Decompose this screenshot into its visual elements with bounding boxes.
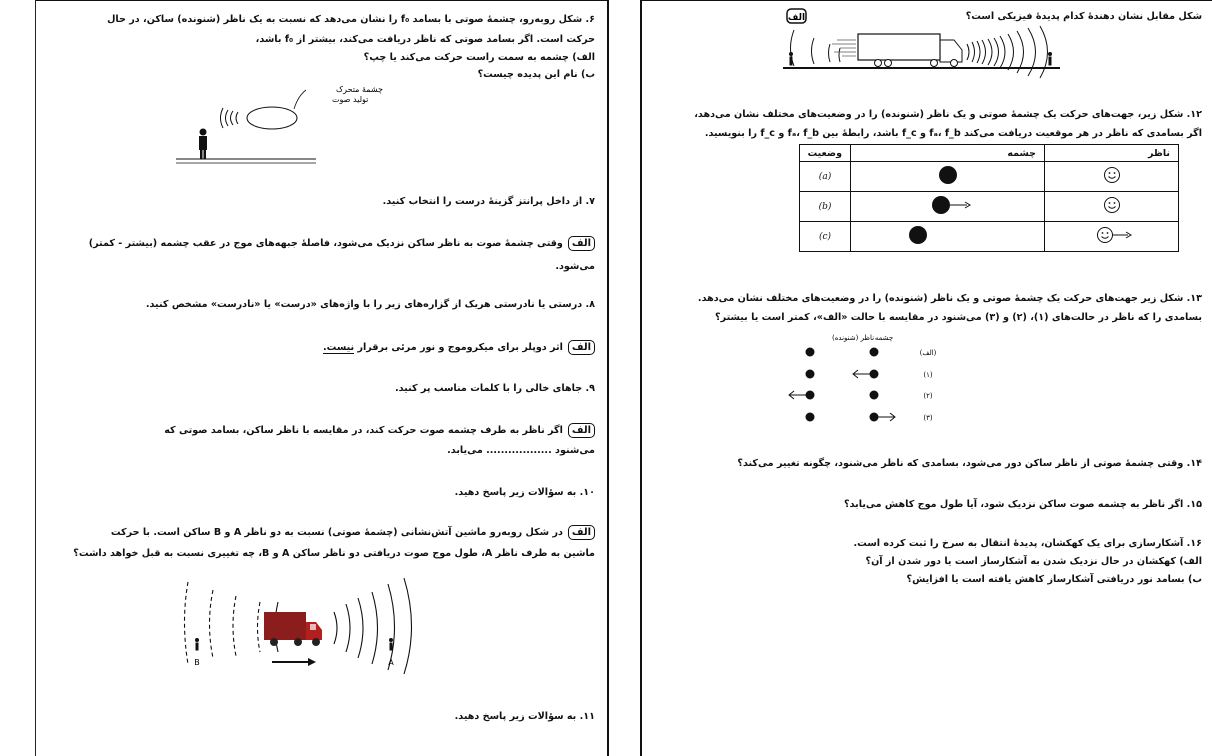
right-page [640, 0, 1212, 756]
table-row [800, 192, 1179, 222]
q9-line2: می‌شنود .................. می‌یابد. [447, 445, 595, 456]
q10-line1-text: در شکل روبه‌رو ماشین آتش‌نشانی (چشمهٔ صوتی) نسبت به دو ناظر A و B ساکن است. با حرکت [110, 527, 563, 538]
q13-state-2: (۲) [923, 392, 933, 400]
fire-truck [264, 612, 322, 646]
q9-title: ۹. جاهای خالی را با کلمات مناسب پر کنید. [394, 383, 595, 394]
q6-line2: حرکت است. اگر بسامد صوتی که ناظر دریافت می‌کند، بیشتر از f₀ باشد، [255, 34, 595, 45]
top-box: الف [787, 13, 806, 23]
q13-col-source: چشمه [874, 334, 894, 342]
truck-body [832, 34, 962, 62]
q14: ۱۴. وقتی چشمهٔ صوتی از ناظر ساکن دور می‌شود، بسامدی که ناظر می‌شنود، چگونه تغییر می‌کند؟ [737, 458, 1202, 469]
row-state-a: (a) [800, 162, 851, 192]
q12-line2: اگر بسامدی که ناظر در هر موقعیت دریافت می‌کند fₐ، f_b و f_c باشد، رابطهٔ بین fₐ، f_b و f_c را بنویسید. [704, 128, 1202, 139]
wavefronts-left [185, 582, 261, 664]
q15: ۱۵. اگر ناظر به چشمه صوت ساکن نزدیک شود، آیا طول موج کاهش می‌یابد؟ [844, 499, 1202, 510]
q8-box: الف [568, 340, 595, 355]
q16-part-b: ب) بسامد نور دریافتی آشکارساز کاهش یافته است یا افزایش؟ [906, 574, 1202, 585]
q13-state-3: (۳) [923, 414, 933, 422]
q8-title: ۸. درستی یا نادرستی هریک از گزاره‌های زیر را با واژه‌های «درست» یا «نادرست» مشخص کنید. [145, 299, 595, 310]
q8-underlined: نیست. [323, 342, 355, 353]
q10-title: ۱۰. به سؤالات زیر پاسخ دهید. [454, 487, 595, 498]
label-a: A [388, 658, 394, 667]
top-truck-figure [642, 8, 1212, 78]
th-source: چشمه [851, 145, 1045, 162]
observer-a [389, 638, 393, 651]
truck-observer-left [789, 52, 793, 66]
table-row [800, 162, 1179, 192]
source-dot-icon [903, 224, 933, 246]
q7-line1-text: وقتی چشمهٔ صوت به ناظر ساکن نزدیک می‌شود، فاصلهٔ جبهه‌های موج در عقب چشمه (بیشتر - کمتر) [88, 238, 563, 249]
q12-table [799, 144, 1179, 252]
truck-observer-right [1048, 52, 1052, 66]
q8-item [323, 337, 595, 358]
q9-line1 [164, 420, 595, 441]
th-observer: ناظر [1045, 145, 1179, 162]
q13-row-1 [806, 370, 933, 380]
q7-title: ۷. از داخل پرانتز گزینهٔ درست را انتخاب کنید. [382, 196, 595, 207]
q6-doppler-figure [36, 80, 607, 170]
q9-line1-text: اگر ناظر به طرف چشمه صوت حرکت کند، در مقایسه با ناظر ساکن، بسامد صوتی که [164, 425, 563, 436]
q13-state-1: (۱) [923, 371, 933, 379]
th-state: وضعیت [800, 145, 851, 162]
q13-line1: ۱۳. شکل زیر جهت‌های حرکت یک چشمهٔ صوتی و یک ناظر (شنونده) را در وضعیت‌های مختلف نشان می‌دهد. [697, 293, 1202, 304]
q10-firetruck-figure [36, 572, 607, 682]
q8-item-text: اثر دوپلر برای میکروموج و نور مرئی برقرار [357, 342, 563, 353]
q11-title: ۱۱. به سؤالات زیر پاسخ دهید. [454, 711, 595, 722]
top-question: شکل مقابل نشان دهندهٔ کدام پدیدهٔ فیزیکی است؟ [965, 11, 1202, 22]
left-page [35, 0, 609, 756]
q7-box: الف [568, 236, 595, 251]
q16-part-a: الف) کهکشان در حال نزدیک شدن به آشکارساز است یا دور شدن از آن؟ [865, 556, 1202, 567]
q13-row-3 [806, 413, 933, 423]
q13-diagram [642, 330, 1212, 430]
smiley-icon [1097, 165, 1127, 185]
q7-line1 [89, 233, 595, 254]
source-moving-right-icon [931, 194, 981, 216]
smiley-icon [1097, 195, 1127, 215]
q10-line1 [111, 522, 595, 543]
truck-waves-front [967, 26, 1048, 78]
q13-line2: بسامدی را که ناظر در حالت‌های (۱)، (۲) و (۳) می‌شنود در مقایسه با حالت «الف»، کمتر است یا بیشتر؟ [715, 312, 1202, 323]
q9-box: الف [568, 423, 595, 438]
q16-line1: ۱۶. آشکارسازی برای یک کهکشان، پدیدهٔ انتقال به سرخ را ثبت کرده است. [853, 538, 1202, 549]
q7-line2: می‌شود. [555, 261, 595, 272]
observer-moving-right-icon [1095, 225, 1145, 245]
q10-box: الف [568, 525, 595, 540]
wavefronts [221, 108, 239, 128]
q13-state-base: (الف) [919, 349, 937, 357]
q13-col-observer: ناظر (شنونده) [832, 334, 875, 342]
q6-part-a: الف) چشمه به سمت راست حرکت می‌کند یا چپ؟ [363, 52, 595, 63]
moving-source-ellipse [247, 107, 297, 129]
row-state-c: (c) [800, 222, 851, 252]
q10-line2: ماشین به طرف ناظر A، طول موج صوت دریافتی دو ناظر ساکن A و B، چه تغییری نسبت به قبل خواهد داشت؟ [73, 548, 595, 559]
page-top-border [36, 0, 607, 5]
observer-b [195, 638, 199, 651]
fig-label-source: چشمهٔ متحرک [336, 85, 383, 94]
source-dot-icon [933, 164, 963, 186]
q6-part-b: ب) نام این پدیده چیست؟ [477, 69, 595, 80]
q6-line1: ۶. شکل روبه‌رو، چشمهٔ صوتی با بسامد f₀ را نشان می‌دهد که نسبت به یک ناظر (شنونده) ساکن، در حال [107, 14, 595, 25]
table-row [800, 222, 1179, 252]
row-state-b: (b) [800, 192, 851, 222]
truck-waves-back [791, 30, 841, 66]
fig-label-sound: تولید صوت [332, 95, 369, 104]
observer-figure [199, 129, 207, 160]
q13-row-base [806, 348, 937, 358]
label-b: B [194, 658, 200, 667]
page-top-border [642, 0, 1212, 5]
q12-line1: ۱۲. شکل زیر، جهت‌های حرکت یک چشمهٔ صوتی و یک ناظر (شنونده) را در وضعیت‌های مختلف نشان می‌دهد، [694, 109, 1202, 120]
q13-row-2 [789, 391, 933, 401]
